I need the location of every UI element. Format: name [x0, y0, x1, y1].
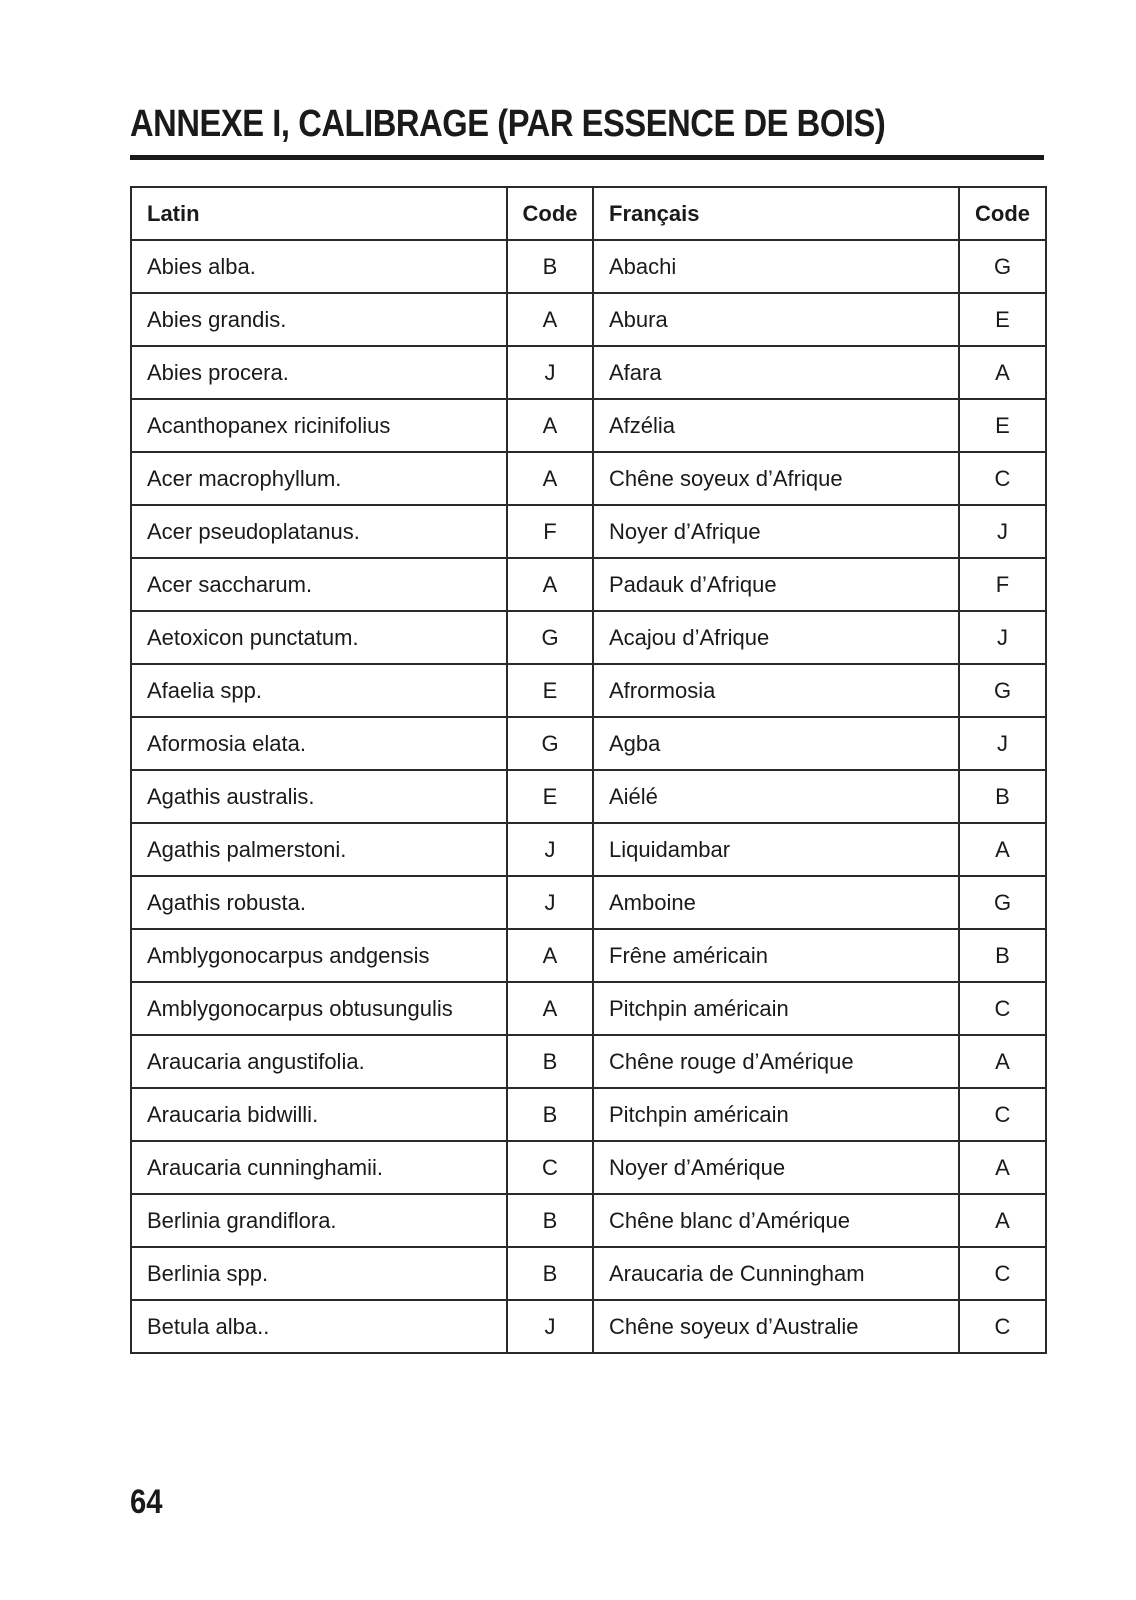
cell-code-francais: J: [959, 611, 1046, 664]
table-row: [131, 611, 1046, 664]
title-rule: [130, 155, 1044, 160]
cell-code-latin: F: [507, 505, 593, 558]
cell-code-latin: J: [507, 346, 593, 399]
cell-francais: Noyer d’Amérique: [593, 1141, 959, 1194]
table-row: [131, 770, 1046, 823]
cell-latin: Araucaria angustifolia.: [131, 1035, 507, 1088]
header-latin: Latin: [131, 187, 507, 240]
cell-code-latin: J: [507, 823, 593, 876]
cell-francais: Chêne soyeux d’Australie: [593, 1300, 959, 1353]
cell-code-latin: J: [507, 876, 593, 929]
table-row: [131, 1247, 1046, 1300]
cell-code-latin: B: [507, 1088, 593, 1141]
cell-code-francais: E: [959, 293, 1046, 346]
cell-code-francais: A: [959, 1194, 1046, 1247]
cell-francais: Afrormosia: [593, 664, 959, 717]
cell-code-latin: B: [507, 1194, 593, 1247]
table-row: [131, 505, 1046, 558]
table-body: [131, 240, 1046, 1353]
cell-code-latin: A: [507, 293, 593, 346]
cell-francais: Agba: [593, 717, 959, 770]
cell-code-latin: G: [507, 611, 593, 664]
cell-code-latin: A: [507, 399, 593, 452]
table-row: [131, 1088, 1046, 1141]
table-row: [131, 346, 1046, 399]
cell-francais: Acajou d’Afrique: [593, 611, 959, 664]
cell-code-francais: C: [959, 1088, 1046, 1141]
cell-code-francais: G: [959, 664, 1046, 717]
header-francais: Français: [593, 187, 959, 240]
cell-latin: Betula alba..: [131, 1300, 507, 1353]
table-row: [131, 1194, 1046, 1247]
cell-code-francais: E: [959, 399, 1046, 452]
cell-latin: Berlinia grandiflora.: [131, 1194, 507, 1247]
calibration-table: [130, 186, 1047, 1354]
cell-code-francais: B: [959, 929, 1046, 982]
cell-latin: Abies procera.: [131, 346, 507, 399]
cell-latin: Amblygonocarpus obtusungulis: [131, 982, 507, 1035]
cell-latin: Abies alba.: [131, 240, 507, 293]
cell-latin: Acer saccharum.: [131, 558, 507, 611]
cell-francais: Liquidambar: [593, 823, 959, 876]
cell-code-francais: C: [959, 982, 1046, 1035]
cell-francais: Noyer d’Afrique: [593, 505, 959, 558]
cell-francais: Chêne blanc d’Amérique: [593, 1194, 959, 1247]
cell-latin: Afaelia spp.: [131, 664, 507, 717]
cell-code-latin: A: [507, 452, 593, 505]
table-header-row: [131, 187, 1046, 240]
header-code-latin: Code: [507, 187, 593, 240]
table-row: [131, 240, 1046, 293]
table-row: [131, 452, 1046, 505]
table-row: [131, 876, 1046, 929]
cell-code-francais: A: [959, 346, 1046, 399]
header-code-francais: Code: [959, 187, 1046, 240]
cell-code-francais: C: [959, 1300, 1046, 1353]
table-row: [131, 982, 1046, 1035]
cell-code-latin: B: [507, 240, 593, 293]
cell-francais: Araucaria de Cunningham: [593, 1247, 959, 1300]
cell-francais: Pitchpin américain: [593, 982, 959, 1035]
cell-francais: Chêne rouge d’Amérique: [593, 1035, 959, 1088]
cell-code-latin: G: [507, 717, 593, 770]
table-row: [131, 1300, 1046, 1353]
table-row: [131, 664, 1046, 717]
table-row: [131, 717, 1046, 770]
cell-francais: Chêne soyeux d’Afrique: [593, 452, 959, 505]
cell-code-francais: A: [959, 1035, 1046, 1088]
cell-francais: Afara: [593, 346, 959, 399]
cell-code-latin: A: [507, 929, 593, 982]
cell-code-latin: E: [507, 664, 593, 717]
table-row: [131, 823, 1046, 876]
cell-latin: Acer pseudoplatanus.: [131, 505, 507, 558]
cell-francais: Pitchpin américain: [593, 1088, 959, 1141]
cell-code-latin: J: [507, 1300, 593, 1353]
cell-code-francais: C: [959, 1247, 1046, 1300]
cell-latin: Acer macrophyllum.: [131, 452, 507, 505]
table-row: [131, 1141, 1046, 1194]
cell-latin: Acanthopanex ricinifolius: [131, 399, 507, 452]
cell-francais: Amboine: [593, 876, 959, 929]
cell-latin: Araucaria cunninghamii.: [131, 1141, 507, 1194]
cell-code-francais: C: [959, 452, 1046, 505]
cell-code-latin: C: [507, 1141, 593, 1194]
page-title: ANNEXE I, CALIBRAGE (PAR ESSENCE DE BOIS): [130, 103, 886, 145]
cell-latin: Abies grandis.: [131, 293, 507, 346]
table-row: [131, 929, 1046, 982]
cell-code-francais: J: [959, 505, 1046, 558]
cell-latin: Aformosia elata.: [131, 717, 507, 770]
cell-code-francais: A: [959, 1141, 1046, 1194]
cell-code-francais: B: [959, 770, 1046, 823]
cell-francais: Aiélé: [593, 770, 959, 823]
cell-latin: Araucaria bidwilli.: [131, 1088, 507, 1141]
cell-francais: Abura: [593, 293, 959, 346]
table-row: [131, 1035, 1046, 1088]
cell-code-latin: B: [507, 1247, 593, 1300]
cell-francais: Afzélia: [593, 399, 959, 452]
cell-francais: Frêne américain: [593, 929, 959, 982]
cell-code-latin: E: [507, 770, 593, 823]
cell-latin: Berlinia spp.: [131, 1247, 507, 1300]
table-row: [131, 399, 1046, 452]
cell-code-francais: G: [959, 240, 1046, 293]
table-row: [131, 293, 1046, 346]
cell-latin: Agathis palmerstoni.: [131, 823, 507, 876]
cell-code-latin: A: [507, 982, 593, 1035]
cell-code-latin: A: [507, 558, 593, 611]
cell-francais: Padauk d’Afrique: [593, 558, 959, 611]
cell-latin: Aetoxicon punctatum.: [131, 611, 507, 664]
table-row: [131, 558, 1046, 611]
cell-code-francais: A: [959, 823, 1046, 876]
cell-code-latin: B: [507, 1035, 593, 1088]
cell-latin: Amblygonocarpus andgensis: [131, 929, 507, 982]
cell-latin: Agathis robusta.: [131, 876, 507, 929]
cell-latin: Agathis australis.: [131, 770, 507, 823]
cell-code-francais: G: [959, 876, 1046, 929]
cell-code-francais: J: [959, 717, 1046, 770]
page-number: 64: [130, 1483, 163, 1521]
cell-code-francais: F: [959, 558, 1046, 611]
cell-francais: Abachi: [593, 240, 959, 293]
